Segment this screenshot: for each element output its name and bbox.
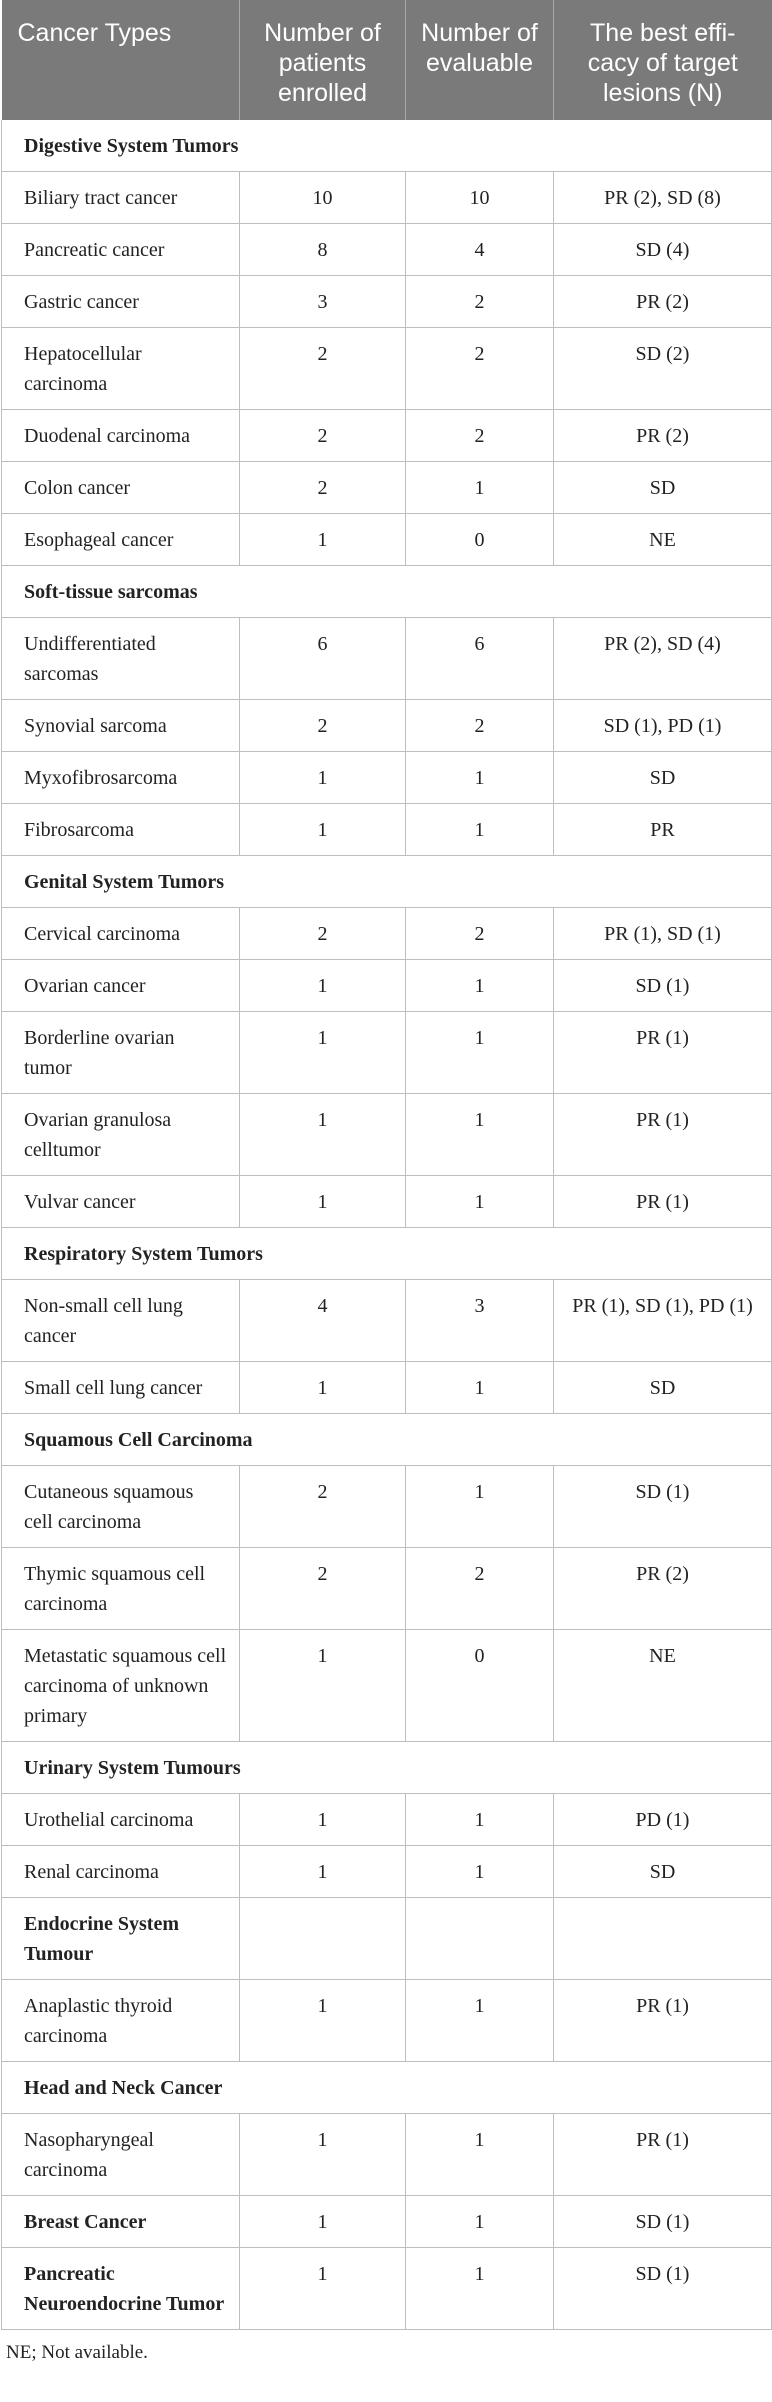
group-row xyxy=(2,120,772,172)
group-row xyxy=(2,1228,772,1280)
enrolled-cell: 1 xyxy=(240,1012,406,1094)
table-row xyxy=(2,700,772,752)
table-row xyxy=(2,618,772,700)
header-row xyxy=(2,0,772,120)
enrolled-cell: 1 xyxy=(240,1094,406,1176)
enrolled-cell: 1 xyxy=(240,1980,406,2062)
group-row xyxy=(2,1742,772,1794)
efficacy-cell: SD (4) xyxy=(554,224,772,276)
enrolled-cell: 2 xyxy=(240,1548,406,1630)
evaluable-cell: 4 xyxy=(406,224,554,276)
evaluable-cell: 1 xyxy=(406,1176,554,1228)
efficacy-cell: SD (1) xyxy=(554,960,772,1012)
table-row xyxy=(2,224,772,276)
empty-cell xyxy=(240,1898,406,1980)
evaluable-cell: 0 xyxy=(406,1630,554,1742)
table-row xyxy=(2,1794,772,1846)
cancer-type-cell: Myxofibrosarcoma xyxy=(2,752,240,804)
table-row xyxy=(2,1176,772,1228)
table-row xyxy=(2,2248,772,2330)
enrolled-cell: 1 xyxy=(240,2114,406,2196)
evaluable-cell: 2 xyxy=(406,328,554,410)
cancer-type-cell: Ovarian granulosa celltumor xyxy=(2,1094,240,1176)
cancer-type-cell: Nasopharyngeal carcinoma xyxy=(2,2114,240,2196)
enrolled-cell: 1 xyxy=(240,1362,406,1414)
enrolled-cell: 1 xyxy=(240,2248,406,2330)
group-name: Genital System Tumors xyxy=(2,856,772,908)
evaluable-cell: 2 xyxy=(406,276,554,328)
efficacy-cell: NE xyxy=(554,1630,772,1742)
evaluable-cell: 1 xyxy=(406,1094,554,1176)
table-row xyxy=(2,2196,772,2248)
evaluable-cell: 1 xyxy=(406,2114,554,2196)
cancer-type-cell: Non-small cell lung cancer xyxy=(2,1280,240,1362)
cancer-type-cell: Duodenal carcinoma xyxy=(2,410,240,462)
efficacy-cell: PR (2) xyxy=(554,410,772,462)
efficacy-cell: SD xyxy=(554,1362,772,1414)
cancer-type-cell: Synovial sarcoma xyxy=(2,700,240,752)
evaluable-cell: 1 xyxy=(406,1466,554,1548)
enrolled-cell: 2 xyxy=(240,1466,406,1548)
table-row xyxy=(2,462,772,514)
table-body xyxy=(2,120,772,2330)
table-row xyxy=(2,514,772,566)
group-name: Head and Neck Cancer xyxy=(2,2062,772,2114)
group-name: Urinary System Tumours xyxy=(2,1742,772,1794)
enrolled-cell: 2 xyxy=(240,410,406,462)
enrolled-cell: 2 xyxy=(240,908,406,960)
cancer-type-cell: Renal carcinoma xyxy=(2,1846,240,1898)
group-row xyxy=(2,1414,772,1466)
efficacy-cell: PR (2) xyxy=(554,276,772,328)
cancer-type-cell: Thymic squamous cell carcinoma xyxy=(2,1548,240,1630)
efficacy-cell: SD (1) xyxy=(554,2196,772,2248)
evaluable-cell: 2 xyxy=(406,908,554,960)
group-row xyxy=(2,566,772,618)
footnote: NE; Not available. xyxy=(6,2342,148,2363)
empty-cell xyxy=(406,1898,554,1980)
efficacy-cell: PR (1) xyxy=(554,1012,772,1094)
table-row xyxy=(2,908,772,960)
cancer-type-cell: Undifferentiated sarcomas xyxy=(2,618,240,700)
table-row xyxy=(2,1980,772,2062)
efficacy-cell: NE xyxy=(554,514,772,566)
enrolled-cell: 2 xyxy=(240,328,406,410)
evaluable-cell: 6 xyxy=(406,618,554,700)
table-row xyxy=(2,328,772,410)
cancer-type-cell: Hepatocellular carcinoma xyxy=(2,328,240,410)
enrolled-cell: 1 xyxy=(240,752,406,804)
cancer-type-cell: Ovarian cancer xyxy=(2,960,240,1012)
enrolled-cell: 3 xyxy=(240,276,406,328)
table-row xyxy=(2,276,772,328)
enrolled-cell: 6 xyxy=(240,618,406,700)
enrolled-cell: 10 xyxy=(240,172,406,224)
table-row xyxy=(2,1846,772,1898)
evaluable-cell: 3 xyxy=(406,1280,554,1362)
enrolled-cell: 1 xyxy=(240,2196,406,2248)
efficacy-cell: PR (2), SD (4) xyxy=(554,618,772,700)
table-row xyxy=(2,1094,772,1176)
group-row xyxy=(2,1898,772,1980)
efficacy-cell: PR (1) xyxy=(554,2114,772,2196)
evaluable-cell: 1 xyxy=(406,1012,554,1094)
evaluable-cell: 1 xyxy=(406,2248,554,2330)
cancer-type-cell: Cutaneous squamous cell carcinoma xyxy=(2,1466,240,1548)
enrolled-cell: 1 xyxy=(240,1794,406,1846)
evaluable-cell: 1 xyxy=(406,752,554,804)
evaluable-cell: 1 xyxy=(406,2196,554,2248)
table-row xyxy=(2,960,772,1012)
enrolled-cell: 2 xyxy=(240,462,406,514)
cancer-type-cell: Esophageal cancer xyxy=(2,514,240,566)
enrolled-cell: 1 xyxy=(240,960,406,1012)
group-name: Soft-tissue sarcomas xyxy=(2,566,772,618)
efficacy-cell: PR (1), SD (1) xyxy=(554,908,772,960)
cancer-type-cell: Small cell lung cancer xyxy=(2,1362,240,1414)
header-best-efficacy: The best effi-cacy of target lesions (N) xyxy=(554,0,772,120)
evaluable-cell: 1 xyxy=(406,1794,554,1846)
efficacy-cell: SD (2) xyxy=(554,328,772,410)
enrolled-cell: 1 xyxy=(240,804,406,856)
efficacy-cell: SD xyxy=(554,752,772,804)
efficacy-cell: PR (1) xyxy=(554,1176,772,1228)
evaluable-cell: 1 xyxy=(406,1846,554,1898)
evaluable-cell: 1 xyxy=(406,804,554,856)
efficacy-cell: SD (1), PD (1) xyxy=(554,700,772,752)
header-evaluable: Number of evaluable xyxy=(406,0,554,120)
table-row xyxy=(2,752,772,804)
cancer-type-cell: Breast Cancer xyxy=(2,2196,240,2248)
cancer-type-cell: Pancreatic Neuroendocrine Tumor xyxy=(2,2248,240,2330)
table-row xyxy=(2,1362,772,1414)
cancer-type-cell: Gastric cancer xyxy=(2,276,240,328)
efficacy-cell: PR xyxy=(554,804,772,856)
efficacy-cell: PR (1) xyxy=(554,1094,772,1176)
enrolled-cell: 8 xyxy=(240,224,406,276)
cancer-type-cell: Metastatic squamous cell carcinoma of unknown primary xyxy=(2,1630,240,1742)
header-cancer-types: Cancer Types xyxy=(2,0,240,120)
efficacy-cell: SD xyxy=(554,462,772,514)
efficacy-cell: SD (1) xyxy=(554,2248,772,2330)
group-name: Digestive System Tumors xyxy=(2,120,772,172)
table-row xyxy=(2,410,772,462)
cancer-type-cell: Anaplastic thyroid carcinoma xyxy=(2,1980,240,2062)
header-patients-enrolled: Number of patients enrolled xyxy=(240,0,406,120)
group-row xyxy=(2,2062,772,2114)
enrolled-cell: 1 xyxy=(240,514,406,566)
efficacy-cell: PR (1) xyxy=(554,1980,772,2062)
group-name: Squamous Cell Carcinoma xyxy=(2,1414,772,1466)
empty-cell xyxy=(554,1898,772,1980)
results-table xyxy=(1,0,772,2330)
table-row xyxy=(2,1466,772,1548)
evaluable-cell: 2 xyxy=(406,1548,554,1630)
group-row xyxy=(2,856,772,908)
table-row xyxy=(2,1280,772,1362)
cancer-type-cell: Biliary tract cancer xyxy=(2,172,240,224)
cancer-type-cell: Borderline ovarian tumor xyxy=(2,1012,240,1094)
table-row xyxy=(2,172,772,224)
cancer-type-cell: Vulvar cancer xyxy=(2,1176,240,1228)
efficacy-cell: PR (2) xyxy=(554,1548,772,1630)
cancer-type-cell: Fibrosarcoma xyxy=(2,804,240,856)
enrolled-cell: 1 xyxy=(240,1176,406,1228)
table-row xyxy=(2,804,772,856)
evaluable-cell: 10 xyxy=(406,172,554,224)
enrolled-cell: 1 xyxy=(240,1630,406,1742)
efficacy-cell: PR (2), SD (8) xyxy=(554,172,772,224)
cancer-type-cell: Pancreatic cancer xyxy=(2,224,240,276)
evaluable-cell: 2 xyxy=(406,410,554,462)
enrolled-cell: 2 xyxy=(240,700,406,752)
enrolled-cell: 1 xyxy=(240,1846,406,1898)
efficacy-cell: PR (1), SD (1), PD (1) xyxy=(554,1280,772,1362)
efficacy-cell: PD (1) xyxy=(554,1794,772,1846)
table-row xyxy=(2,2114,772,2196)
table-row xyxy=(2,1630,772,1742)
group-name: Endocrine System Tumour xyxy=(2,1898,240,1980)
evaluable-cell: 1 xyxy=(406,462,554,514)
cancer-type-cell: Cervical carcinoma xyxy=(2,908,240,960)
group-name: Respiratory System Tumors xyxy=(2,1228,772,1280)
cancer-type-cell: Urothelial carcinoma xyxy=(2,1794,240,1846)
cancer-type-cell: Colon cancer xyxy=(2,462,240,514)
efficacy-cell: SD (1) xyxy=(554,1466,772,1548)
evaluable-cell: 2 xyxy=(406,700,554,752)
table-row xyxy=(2,1548,772,1630)
efficacy-cell: SD xyxy=(554,1846,772,1898)
evaluable-cell: 1 xyxy=(406,960,554,1012)
evaluable-cell: 1 xyxy=(406,1980,554,2062)
evaluable-cell: 0 xyxy=(406,514,554,566)
table-row xyxy=(2,1012,772,1094)
enrolled-cell: 4 xyxy=(240,1280,406,1362)
evaluable-cell: 1 xyxy=(406,1362,554,1414)
